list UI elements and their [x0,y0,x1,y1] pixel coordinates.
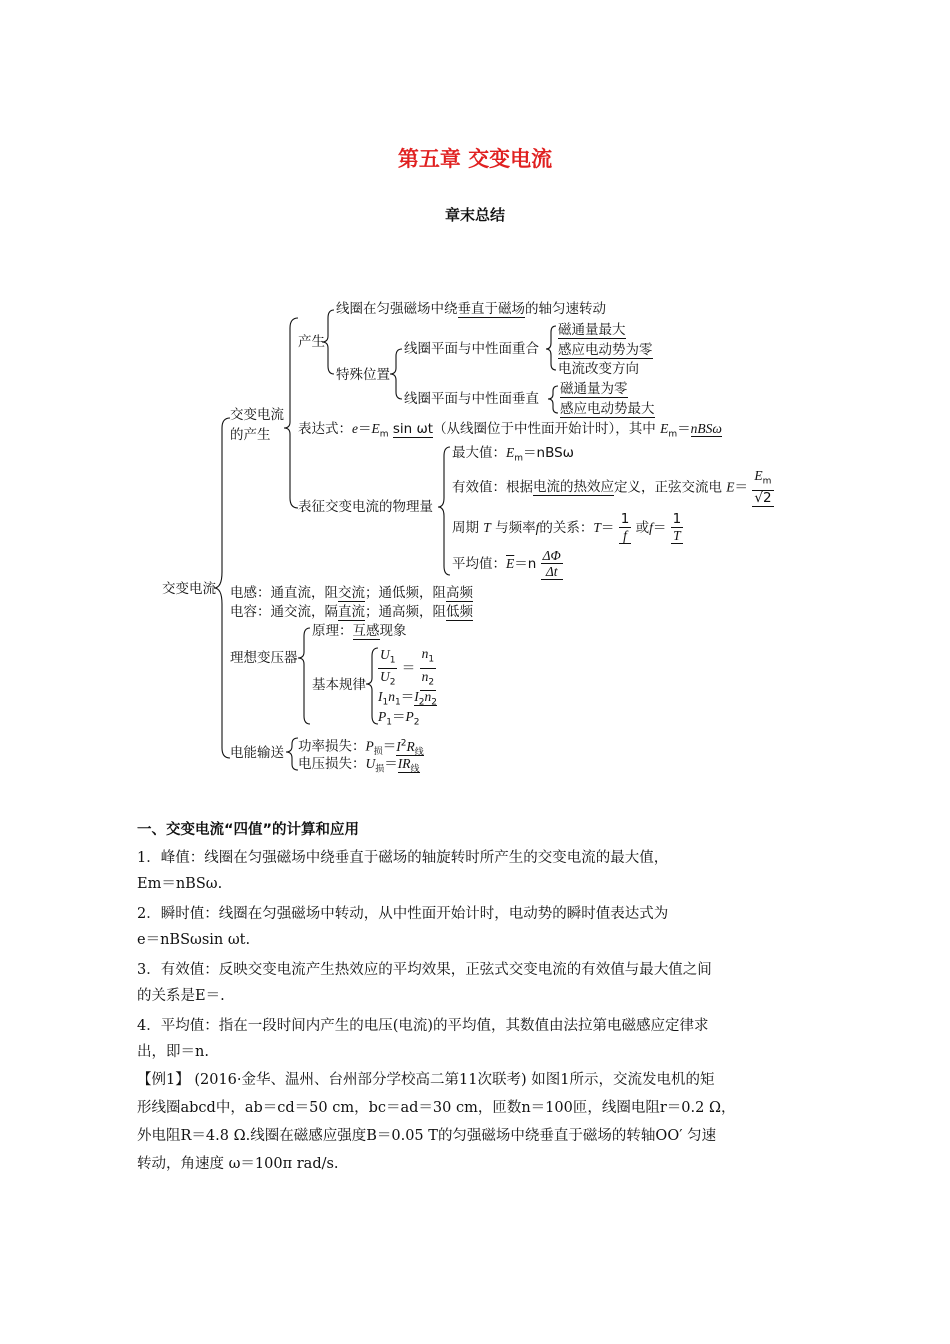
power-loss: 功率损失：$P_损=I^2R_线$ [298,738,424,758]
page-title: 第五章 交变电流 [397,147,553,171]
brace-quantities [438,447,450,575]
effective-value: 有效值：根据电流的热效应定义，正弦交流电 E＝ $\frac{E_m}{√2}$ [452,468,772,506]
inductor-node: 电感：通直流，阻交流；通低频，阻高频 [230,585,473,601]
brace-perp [548,386,558,413]
paragraph-effective-cont: 的关系是E＝. [137,988,225,1004]
brace-transformer [298,628,310,724]
overlap-item: 磁通量最大 [558,322,626,338]
example-tag: 【例1】 [137,1072,190,1088]
rules-node: 基本规律 [312,677,366,693]
special-position-node: 特殊位置 [336,367,390,383]
period-fraction-2: $\frac{1}{T}$ [672,511,682,543]
paragraph-peak-formula: Em＝nBSω. [137,876,223,892]
transmission-node: 电能输送 [230,745,284,761]
quantities-node: 表征交变电流的物理量 [298,499,433,515]
example-line-1: 【例1】 (2016·金华、温州、台州部分学校高二第11次联考) 如图1所示，交流发电机的矩 [137,1072,715,1088]
produce-node: 产生 [298,334,325,350]
voltage-loss: 电压损失：$U_损=IR_线$ [298,756,420,775]
perp-node: 线圈平面与中性面垂直 [404,391,539,407]
example-line-3: 外电阻R＝4.8 Ω.线圈在磁感应强度B＝0.05 T的匀强磁场中绕垂直于磁场的转轴OO′ 匀速 [137,1128,717,1144]
brace-overlap [546,326,556,370]
overlap-node: 线圈平面与中性面重合 [404,341,539,357]
paragraph-peak: 1．峰值：线圈在匀强磁场中绕垂直于磁场的轴旋转时所产生的交变电流的最大值， [137,850,669,866]
rule-current: $I_1n_1=I_2n_2$ [378,689,437,708]
perp-item: 感应电动势最大 [560,401,655,417]
brace-root [214,418,230,758]
root-node: 交变电流 [162,581,216,597]
paragraph-average: 4．平均值：指在一段时间内产生的电压(电流)的平均值，其数值由法拉第电磁感应定律求 [137,1018,709,1034]
period-relation: 周期 T 与频率f的关系：T＝ $\frac{1}{f}$ 或f＝ $\frac{1}{T}$ [452,511,682,543]
average-value: 平均值：$\overline{E}=n$ $\frac{\Delta\Phi}{\Delta t}$ [452,548,561,579]
average-fraction: $\frac{\Delta\Phi}{\Delta t}$ [542,548,561,579]
eff-fraction: $\frac{E_m}{√2}$ [754,468,772,506]
generation-node-line2: 的产生 [230,427,271,443]
overlap-item: 电流改变方向 [558,361,639,377]
example-line-4: 转动，角速度 ω＝100π rad/s. [137,1156,339,1172]
brace-special [390,349,402,399]
paragraph-instant-formula: e＝nBSωsin ωt. [137,932,251,948]
rule-voltage-ratio: $\frac{U_1}{U_2}$ ＝ $\frac{n_1}{n_2}$ [378,646,436,691]
rule-power: $P_1=P_2$ [378,709,420,728]
transformer-node: 理想变压器 [230,650,298,666]
brace-transmission [286,738,298,770]
paragraph-instant: 2．瞬时值：线圈在匀强磁场中转动，从中性面开始计时，电动势的瞬时值表达式为 [137,906,669,922]
produce-condition: 线圈在匀强磁场中绕垂直于磁场的轴匀速转动 [336,301,606,317]
overlap-item: 感应电动势为零 [558,342,653,358]
expression-node: 表达式：$e=E_m$ sin ωt（从线圈位于中性面开始计时），其中 $E_m=nBS\omega$ [298,421,722,440]
paragraph-average-cont: 出，即＝n. [137,1044,209,1060]
perp-item: 磁通量为零 [560,381,628,397]
period-fraction-1: $\frac{1}{f}$ [620,511,630,543]
brace-generation [284,318,298,508]
brace-rules [366,648,378,724]
page-subtitle: 章末总结 [444,206,505,224]
principle: 原理：互感现象 [312,623,407,639]
section-heading: 一、交变电流“四值”的计算和应用 [137,822,360,838]
example-line-2: 形线圈abcd中，ab＝cd＝50 cm，bc＝ad＝30 cm，匝数n＝100匝，线圈电阻r＝0.2 Ω， [137,1100,736,1116]
max-value: 最大值：$E_m=nBS\omega$ [452,445,574,464]
paragraph-effective: 3．有效值：反映交变电流产生热效应的平均效果，正弦式交变电流的有效值与最大值之间 [137,962,712,978]
generation-node-line1: 交变电流 [230,407,284,423]
capacitor-node: 电容：通交流，隔直流；通高频，阻低频 [230,604,473,620]
